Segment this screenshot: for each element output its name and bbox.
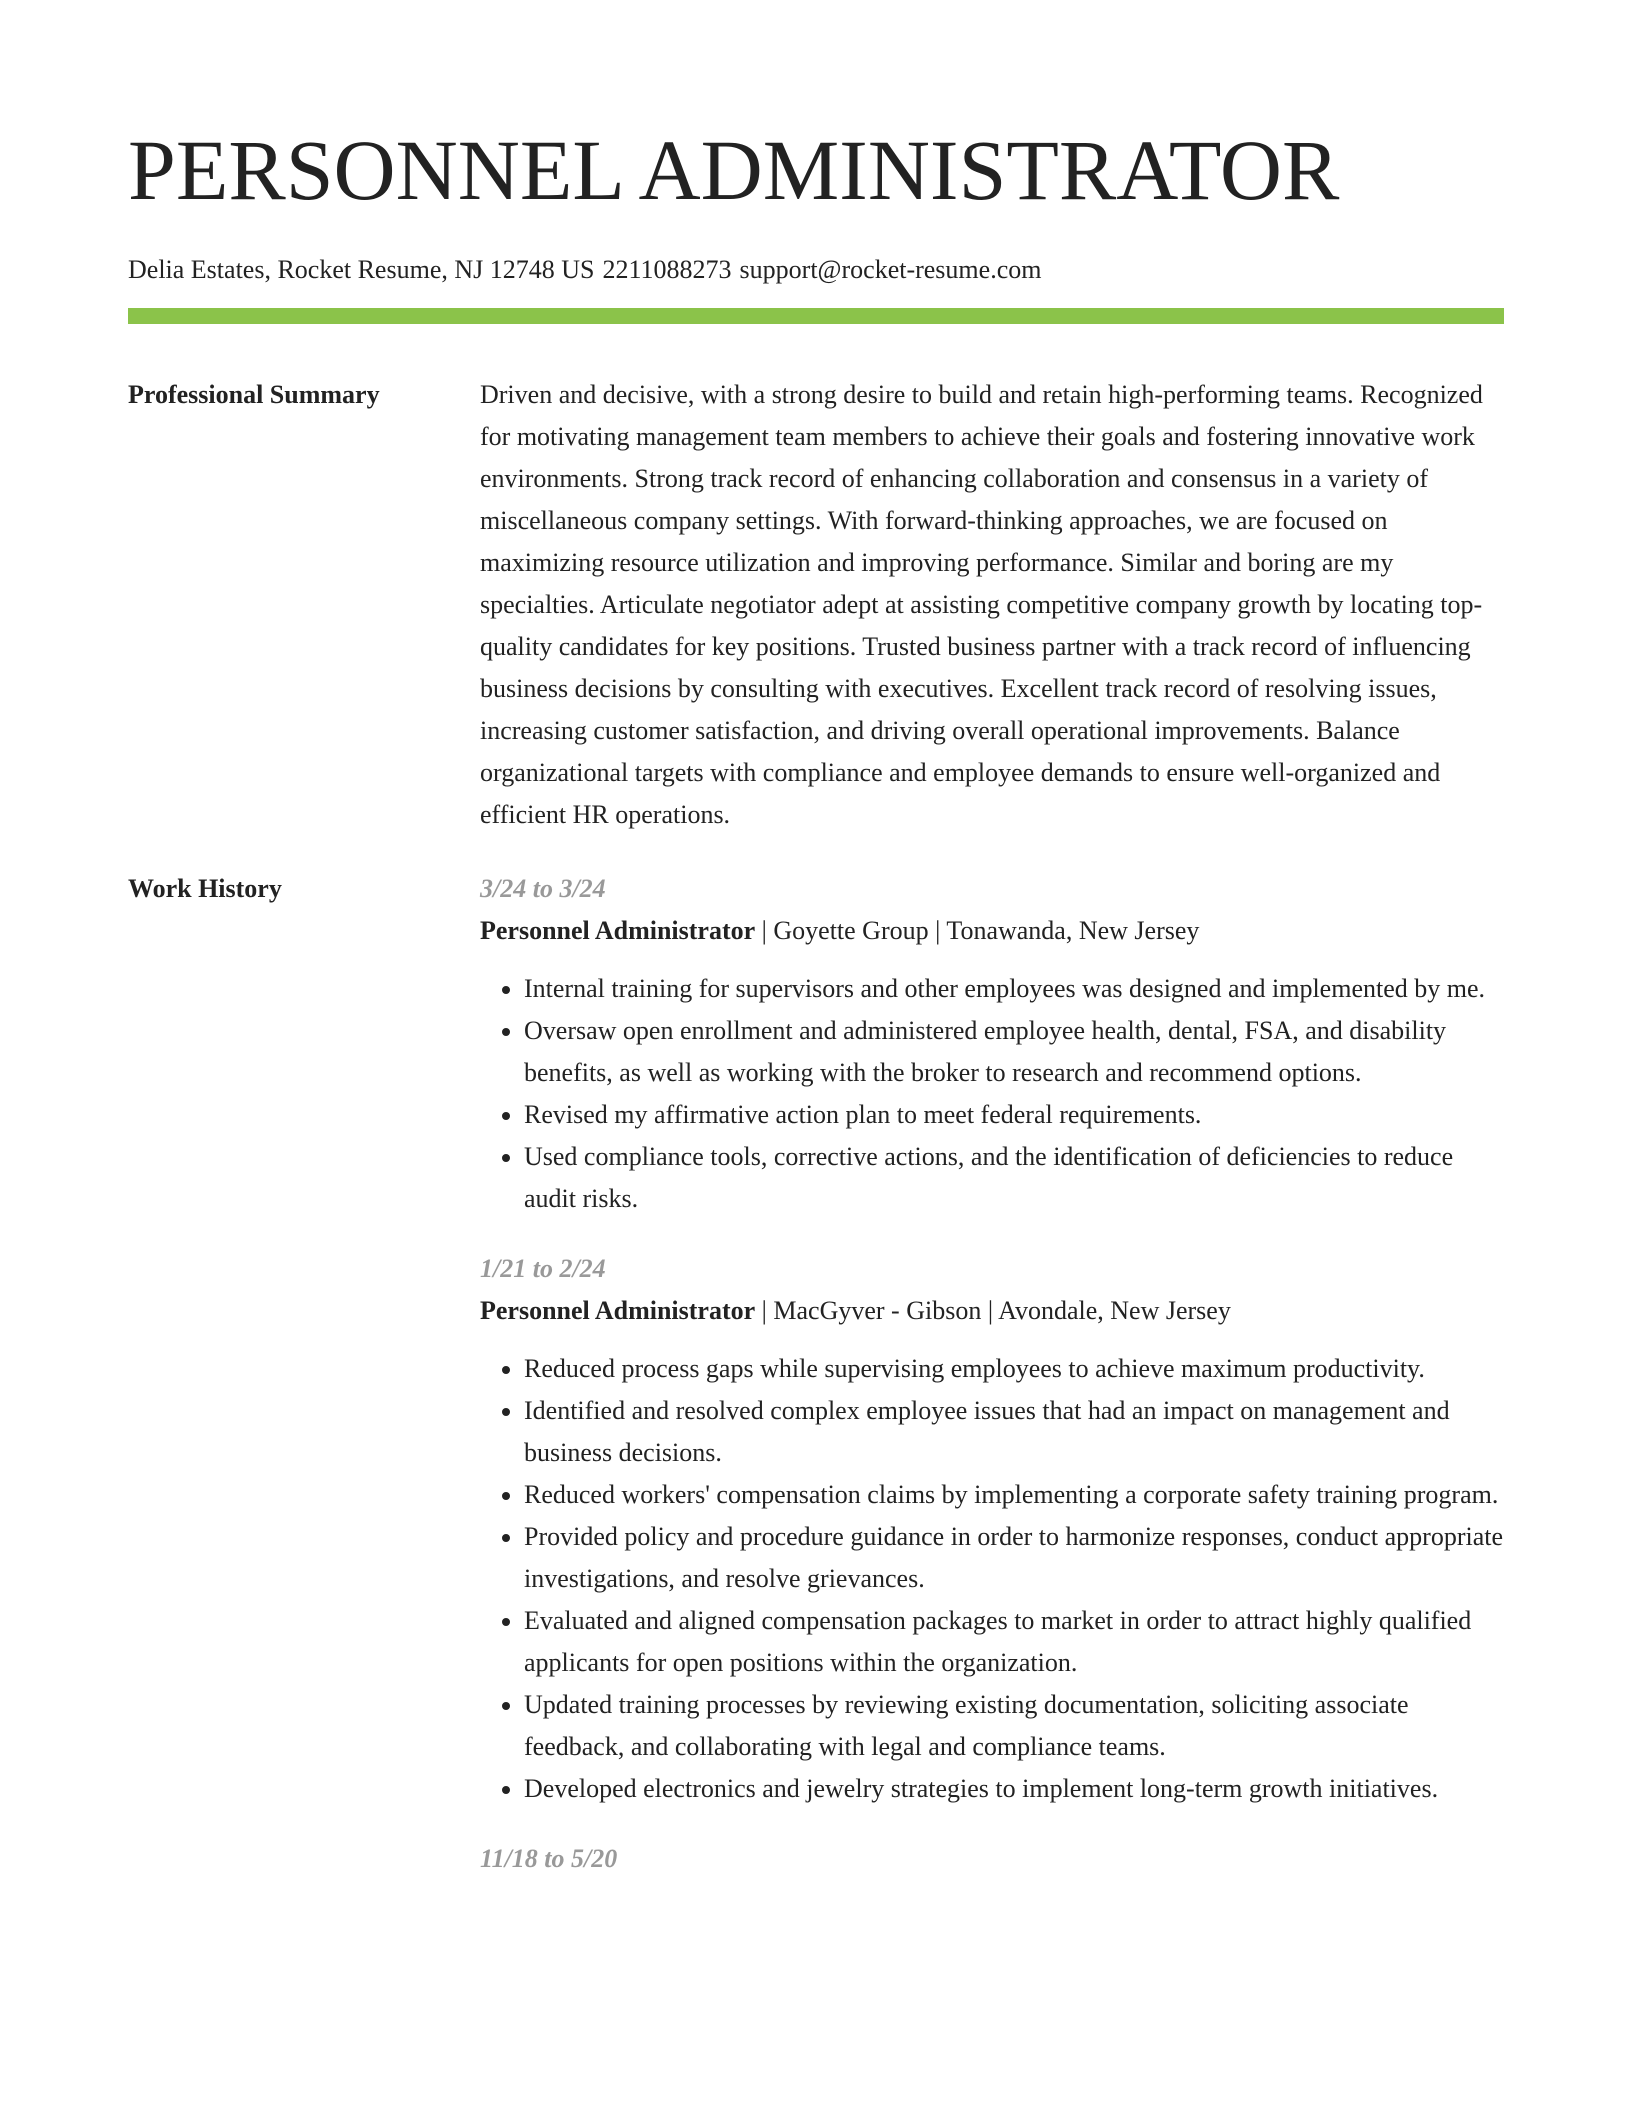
work-history-body xyxy=(480,868,1504,1880)
job-location: Tonawanda, New Jersey xyxy=(946,916,1200,945)
header-divider xyxy=(128,308,1504,324)
job-bullet: • Reduced process gaps while supervising employees to achieve maximum productivity. xyxy=(524,1348,1504,1390)
job-bullet: • Provided policy and procedure guidance in order to harmonize responses, conduct appropriate investigations, and resolve grievances. xyxy=(524,1516,1504,1600)
job-entry xyxy=(480,1838,1504,1880)
summary-text: Driven and decisive, with a strong desire to build and retain high-performing teams. Recognized for motivating management team members to achieve their goals and fostering innovative work environments. Strong track record of enhancing collaboration and consensus in a variety of miscellaneous company settings. With forward-thinking approaches, we are focused on maximizing resource utilization and improving performance. Similar and boring are my specialties. Articulate negotiator adept at assisting competitive company growth by locating top-quality candidates for key positions. Trusted business partner with a track record of influencing business decisions by consulting with executives. Excellent track record of resolving issues, increasing customer satisfaction, and driving overall operational improvements. Balance organizational targets with compliance and employee demands to ensure well-organized and efficient HR operations. xyxy=(480,380,1483,829)
job-dates: 11/18 to 5/20 xyxy=(480,1844,618,1873)
job-title: Personnel Administrator xyxy=(480,916,756,945)
summary-section xyxy=(128,374,1504,836)
work-history-section xyxy=(128,868,1504,1880)
job-bullet: • Used compliance tools, corrective actions, and the identification of deficiencies to reduce audit risks. xyxy=(524,1136,1504,1220)
job-bullet: • Updated training processes by reviewing existing documentation, soliciting associate feedback, and collaborating with legal and compliance teams. xyxy=(524,1684,1504,1768)
work-history-heading: Work History xyxy=(128,874,282,903)
job-dates: 1/21 to 2/24 xyxy=(480,1254,606,1283)
resume-page xyxy=(128,0,1504,1880)
job-bullets xyxy=(480,968,1504,1220)
job-entry xyxy=(480,1248,1504,1810)
contact-email: support@rocket-resume.com xyxy=(739,255,1042,284)
job-title: Personnel Administrator xyxy=(480,1296,756,1325)
job-heading: Personnel Administrator | MacGyver - Gibson | Avondale, New Jersey xyxy=(480,1296,1231,1325)
job-bullet: • Oversaw open enrollment and administered employee health, dental, FSA, and disability benefits, as well as working with the broker to research and recommend options. xyxy=(524,1010,1504,1094)
contact-line xyxy=(128,254,1504,286)
job-bullets xyxy=(480,1348,1504,1810)
job-bullet: • Developed electronics and jewelry strategies to implement long-term growth initiatives. xyxy=(524,1768,1504,1810)
job-bullet: • Identified and resolved complex employee issues that had an impact on management and business decisions. xyxy=(524,1390,1504,1474)
resume-name: PERSONNEL ADMINISTRATOR xyxy=(128,122,1340,218)
job-heading: Personnel Administrator | Goyette Group | Tonawanda, New Jersey xyxy=(480,916,1200,945)
job-company: Goyette Group xyxy=(773,916,929,945)
job-entry xyxy=(480,868,1504,1220)
summary-heading: Professional Summary xyxy=(128,380,380,409)
job-bullet: • Internal training for supervisors and other employees was designed and implemented by me. xyxy=(524,968,1504,1010)
contact-address: Delia Estates, Rocket Resume, NJ 12748 US xyxy=(128,255,595,284)
job-bullet: • Revised my affirmative action plan to meet federal requirements. xyxy=(524,1094,1504,1136)
job-bullet: • Evaluated and aligned compensation packages to market in order to attract highly qualified applicants for open positions within the organization. xyxy=(524,1600,1504,1684)
job-dates: 3/24 to 3/24 xyxy=(480,874,606,903)
job-company: MacGyver - Gibson xyxy=(773,1296,982,1325)
job-location: Avondale, New Jersey xyxy=(998,1296,1231,1325)
job-bullet: • Reduced workers' compensation claims by implementing a corporate safety training program. xyxy=(524,1474,1504,1516)
contact-phone: 2211088273 xyxy=(602,255,732,284)
